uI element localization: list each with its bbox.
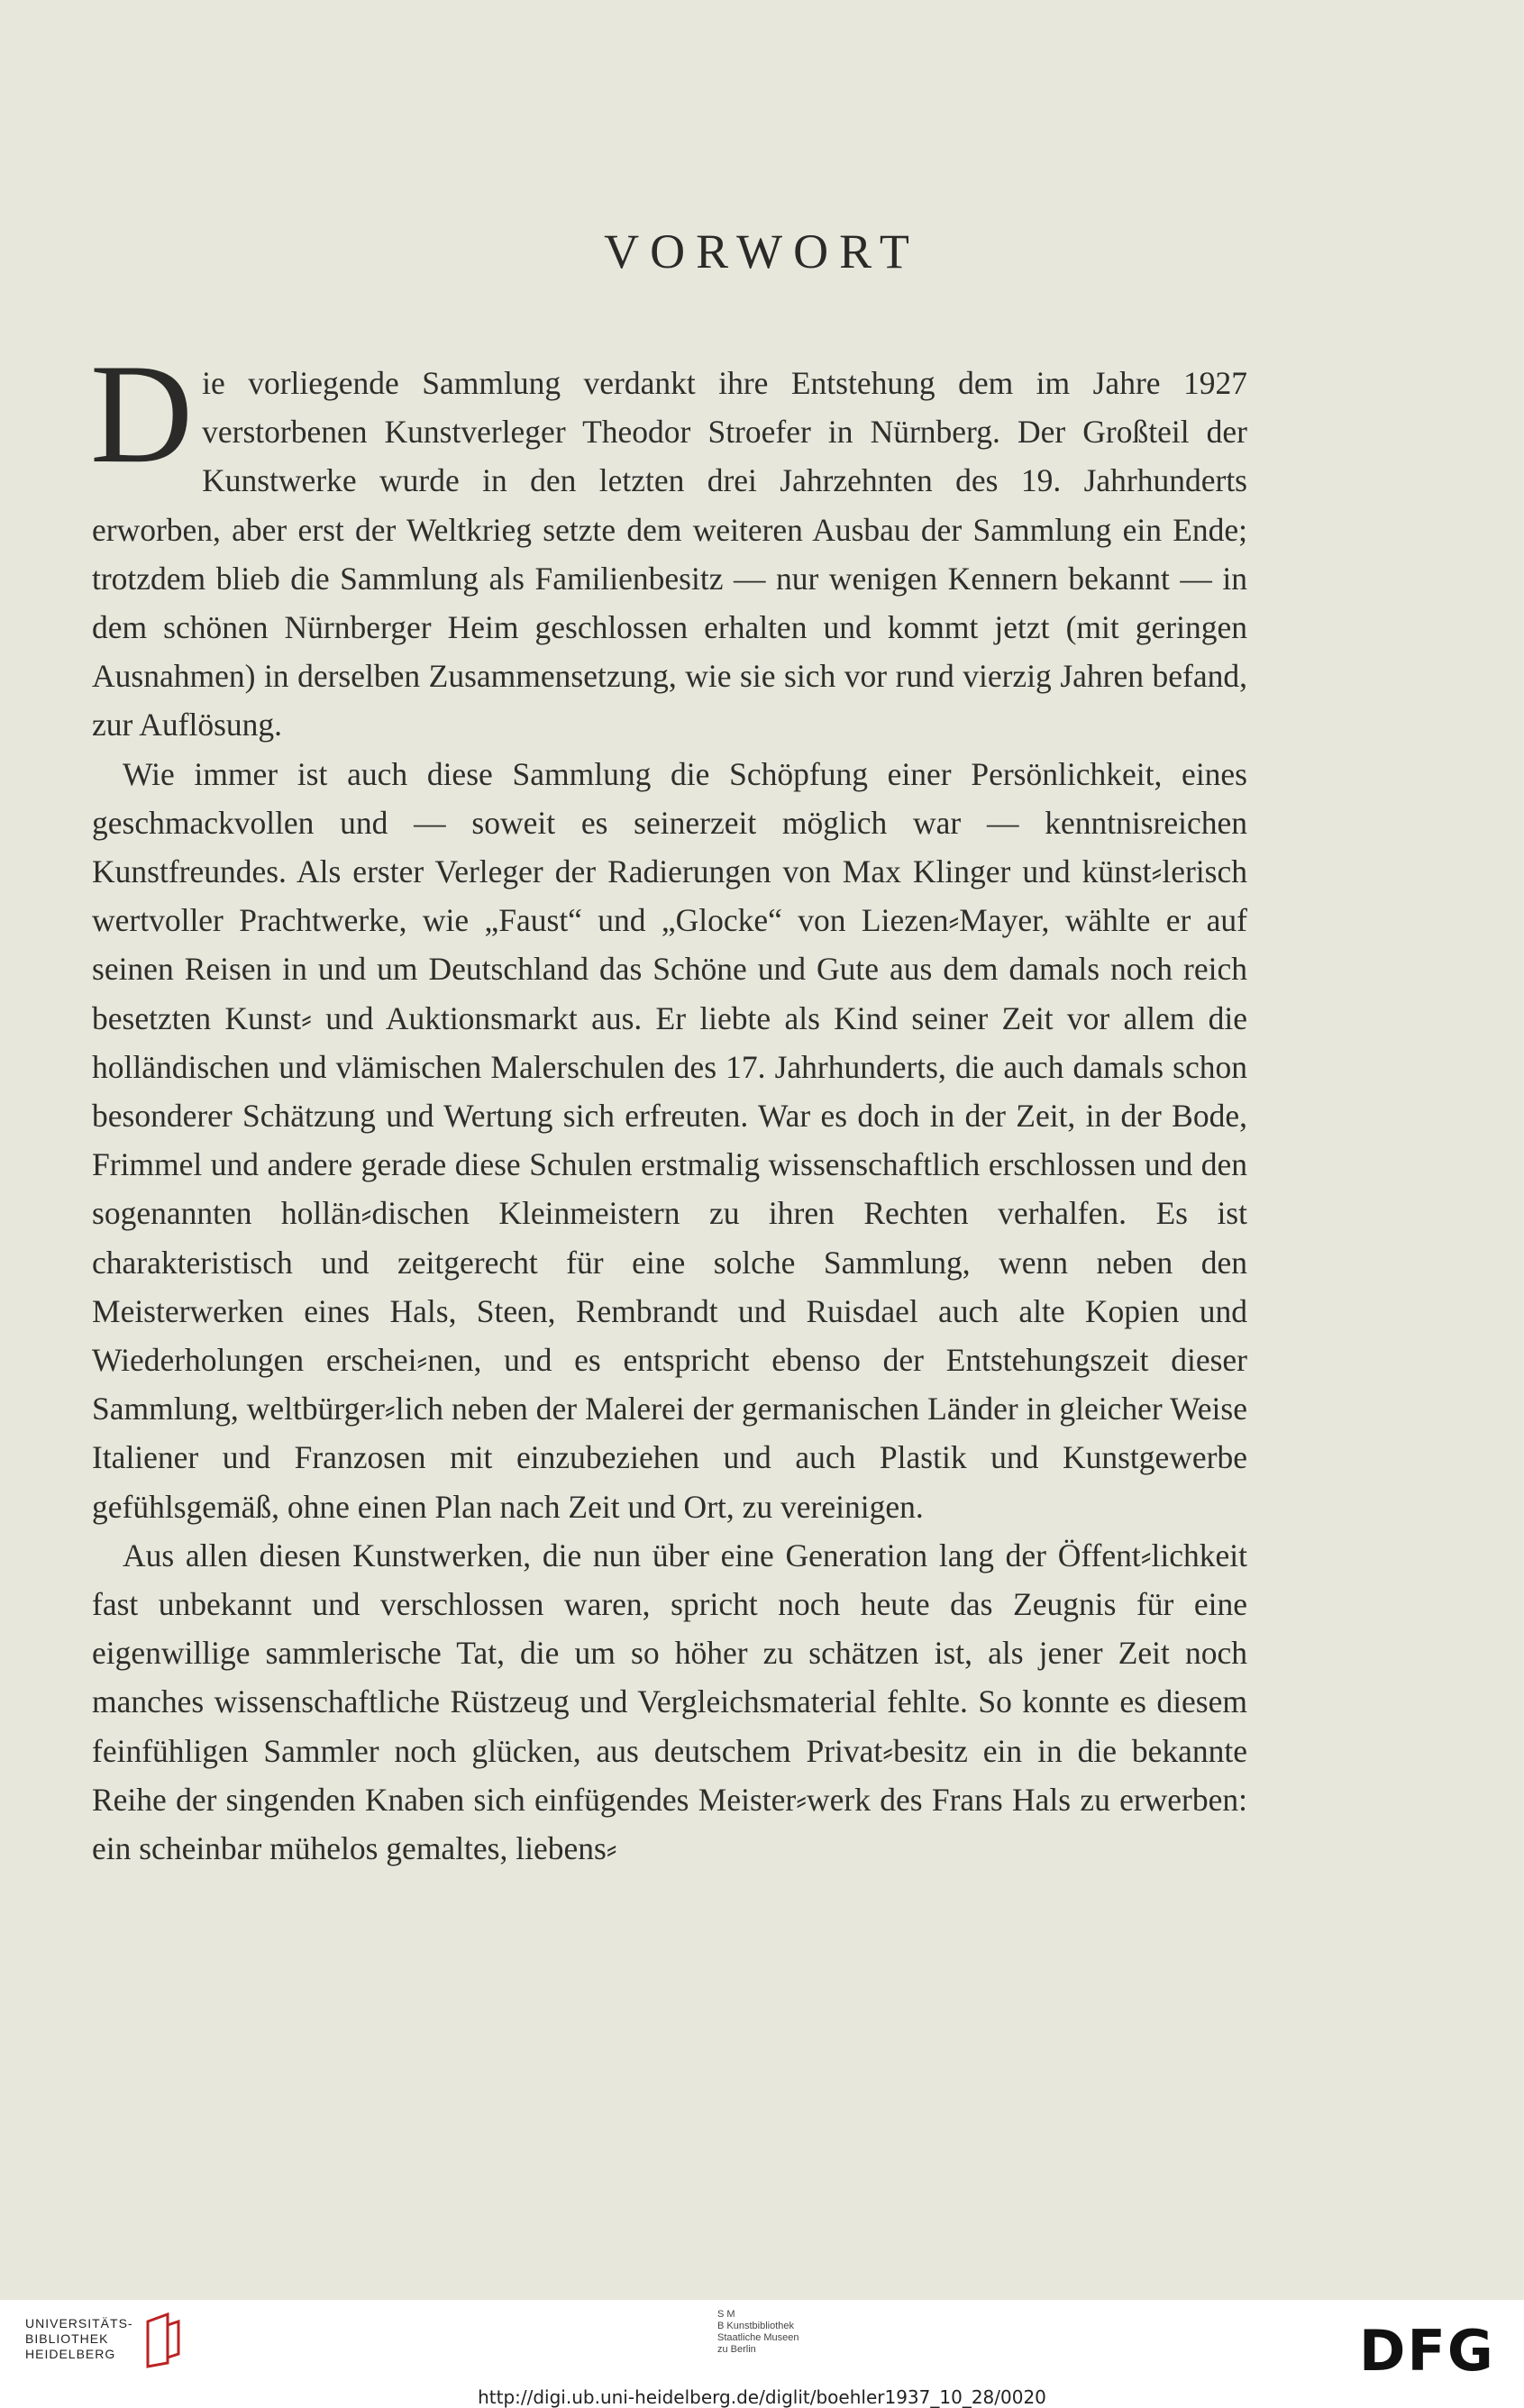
permalink-url[interactable]: http://digi.ub.uni-heidelberg.de/diglit/boehler1937_10_28/0020 bbox=[478, 2386, 1046, 2408]
library-line-2: BIBLIOTHEK bbox=[25, 2331, 109, 2346]
stamp-line-3: Staatliche Museen bbox=[717, 2332, 799, 2343]
paragraph-1-text: ie vorliegende Sammlung verdankt ihre Entstehung dem im Jahre 1927 verstorbenen Kunstverleger Theodor Stroefer in Nürnberg. Der Großteil der Kunstwerke wurde in den letzten drei Jahrzehnten des 19. Jahrhunderts erworben, aber erst der Weltkrieg setzte dem weiteren Ausbau der Sammlung ein Ende; trotzdem blieb die Sammlung als Familienbesitz — nur wenigen Kennern bekannt — in dem schönen Nürnberger Heim geschlossen erhalten und kommt jetzt (mit geringen Ausnahmen) in derselben Zusammensetzung, wie sie sich vor rund vierzig Jahren befand, zur Auflösung. bbox=[92, 365, 1247, 743]
stamp-line-1: S M bbox=[717, 2309, 735, 2320]
paragraph-3: Aus allen diesen Kunstwerken, die nun über eine Generation lang der Öffent⸗lichkeit fast unbekannt und verschlossen waren, spricht noch heute das Zeugnis für eine eigenwillige sammlerische Tat, die um so höher zu schätzen ist, als jener Zeit noch manches wissenschaftliche Rüstzeug und Vergleichsmaterial fehlte. So konnte es diesem feinfühligen Sammler noch glücken, aus deutschem Privat⸗besitz ein in die bekannte Reihe der singenden Knaben sich einfügendes Meister⸗werk des Frans Hals zu erwerben: ein scheinbar mühelos gemaltes, liebens⸗ bbox=[92, 1537, 1247, 1867]
dfg-logo[interactable]: DFG bbox=[1359, 2318, 1495, 2384]
library-line-1: UNIVERSITÄTS- bbox=[25, 2316, 133, 2330]
digitization-footer bbox=[0, 2300, 1524, 2408]
body-text bbox=[90, 335, 1247, 1873]
stamp-line-4: zu Berlin bbox=[717, 2344, 756, 2355]
library-emblem-icon bbox=[141, 2312, 182, 2368]
stamp-line-2: B Kunstbibliothek bbox=[717, 2321, 794, 2331]
paragraph-1 bbox=[90, 335, 1247, 750]
paragraph-2: Wie immer ist auch diese Sammlung die Schöpfung einer Persönlichkeit, eines geschmackvollen und — soweit es seinerzeit möglich war — kenntnisreichen Kunstfreundes. Als erster Verleger der Radierungen von Max Klinger und künst⸗lerisch wertvoller Prachtwerke, wie „Faust“ und „Glocke“ von Liezen⸗Mayer, wählte er auf seinen Reisen in und um Deutschland das Schöne und Gute aus dem damals noch reich besetzten Kunst⸗ und Auktionsmarkt aus. Er liebte als Kind seiner Zeit vor allem die holländischen und vlämischen Malerschulen des 17. Jahrhunderts, die auch damals schon besonderer Schätzung und Wertung sich erfreuten. War es doch in der Zeit, in der Bode, Frimmel und andere gerade diese Schulen erstmalig wissenschaftlich erschlossen und den sogenannten hollän⸗dischen Kleinmeistern zu ihren Rechten verhalfen. Es ist charakteristisch und zeitgerecht für eine solche Sammlung, wenn neben den Meisterwerken eines Hals, Steen, Rembrandt und Ruisdael auch alte Kopien und Wiederholungen erschei⸗nen, und es entspricht ebenso der Entstehungszeit dieser Sammlung, weltbürger⸗lich neben der Malerei der germanischen Länder in gleicher Weise Italiener und Franzosen mit einzubeziehen und auch Plastik und Kunstgewerbe gefühlsgemäß, ohne einen Plan nach Zeit und Ort, zu vereinigen. bbox=[92, 755, 1247, 1525]
page-title: VORWORT bbox=[604, 224, 920, 279]
drop-cap: D bbox=[90, 335, 194, 493]
museum-stamp bbox=[717, 2309, 799, 2356]
library-line-3: HEIDELBERG bbox=[25, 2347, 116, 2361]
university-library-logo[interactable] bbox=[25, 2316, 133, 2362]
